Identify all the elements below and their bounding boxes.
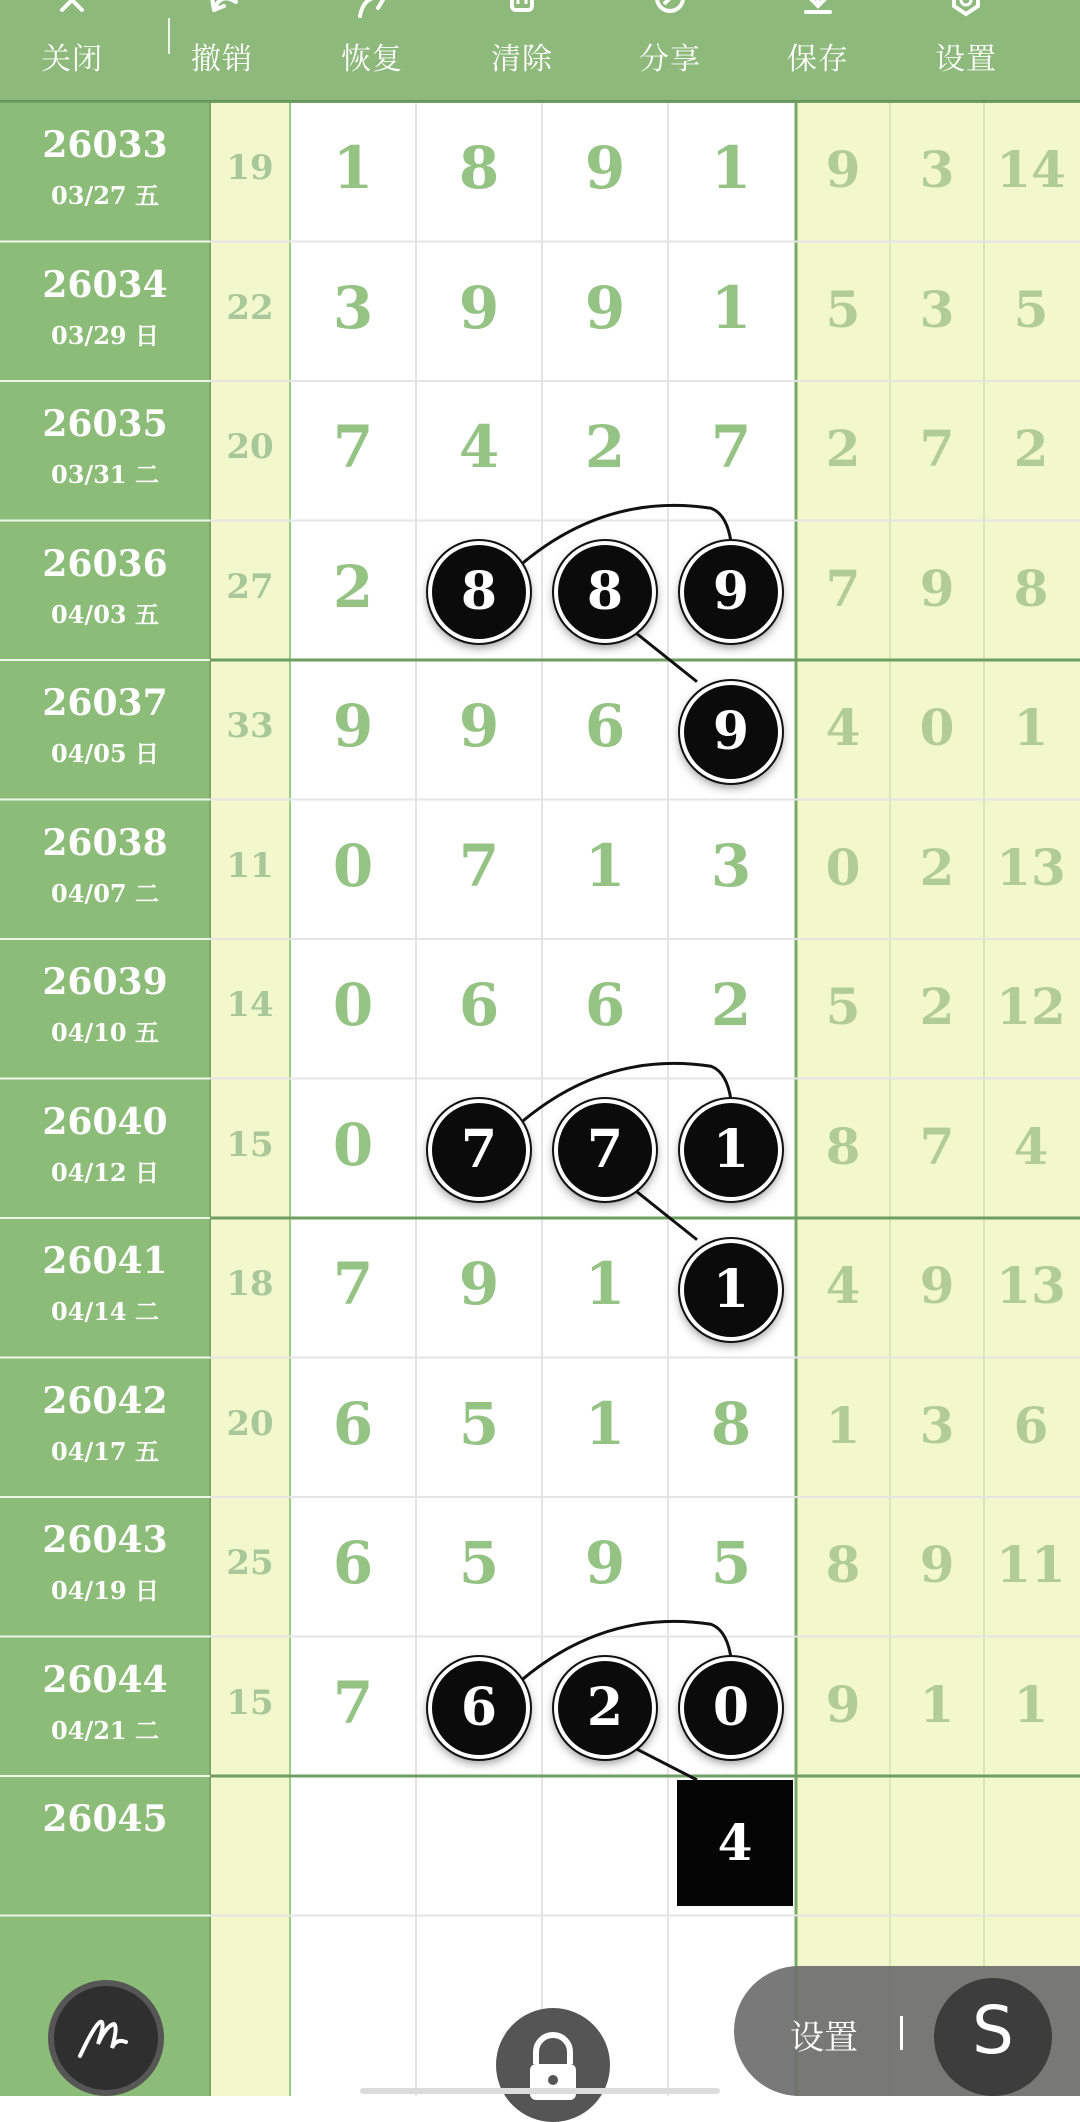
issue-date: 04/12 日	[51, 1157, 159, 1187]
issue-date: 04/17 五	[51, 1436, 159, 1466]
stat-cell: 2	[919, 977, 955, 1036]
issue-date: 04/19 日	[51, 1576, 159, 1605]
floating-separator	[900, 2016, 903, 2050]
digit-cell: 9	[332, 692, 374, 760]
highlight-ball[interactable]: 8	[428, 541, 530, 643]
settings-icon	[946, 0, 986, 26]
sum-value: 14	[226, 985, 274, 1025]
toolbar-button-label: 关闭	[41, 42, 103, 77]
stat-cell: 9	[919, 1256, 955, 1315]
highlight-ball[interactable]: 1	[680, 1239, 782, 1341]
stat-cell: 7	[919, 419, 955, 478]
digit-cell: 7	[710, 413, 752, 481]
stat-cell: 5	[825, 279, 861, 339]
close-icon	[52, 0, 92, 26]
issue-number: 26042	[42, 1379, 168, 1422]
digit-cell: 8	[458, 134, 500, 202]
digit-cell: 7	[332, 413, 374, 481]
digit-cell: 6	[332, 1529, 374, 1597]
sum-value: 15	[226, 1682, 274, 1723]
stat-cell: 5	[825, 977, 861, 1036]
pending-number-box[interactable]: 4	[677, 1780, 793, 1906]
digit-cell: 5	[710, 1529, 752, 1597]
stat-cell: 7	[825, 558, 861, 618]
digit-cell: 7	[332, 1250, 374, 1318]
digit-cell: 9	[584, 1529, 626, 1597]
stat-cell: 9	[825, 140, 861, 199]
issue-number: 26036	[42, 542, 168, 585]
share-icon	[650, 0, 690, 26]
toolbar-button-label: 撤销	[191, 42, 253, 77]
sum-value: 27	[226, 566, 274, 607]
shortcut-letter: S	[972, 1992, 1014, 2069]
issue-date: 04/03 五	[51, 599, 159, 629]
lock-button[interactable]	[496, 2008, 610, 2122]
digit-cell: 3	[332, 273, 374, 342]
stat-cell: 2	[919, 837, 955, 897]
sum-value: 15	[226, 1124, 274, 1165]
stat-cell: 11	[996, 1535, 1066, 1594]
toolbar-button-redo[interactable]	[302, 0, 442, 100]
digit-cell: 5	[458, 1529, 500, 1597]
issue-number: 26038	[42, 821, 168, 864]
stat-cell: 14	[996, 140, 1066, 199]
toolbar-button-share[interactable]	[600, 0, 740, 100]
highlight-ball[interactable]: 7	[428, 1099, 530, 1201]
issue-date: 03/29 日	[51, 320, 159, 350]
stat-cell: 4	[1013, 1116, 1049, 1176]
issue-date: 04/10 五	[51, 1018, 159, 1047]
issue-number: 26037	[42, 682, 168, 724]
digit-cell: 3	[710, 831, 752, 900]
stat-cell: 1	[1013, 698, 1049, 757]
stat-cell: 7	[919, 1116, 955, 1176]
home-indicator	[360, 2088, 720, 2094]
digit-cell: 8	[710, 1389, 752, 1458]
digit-cell: 6	[584, 692, 626, 760]
highlight-ball[interactable]: 7	[554, 1099, 656, 1201]
digit-cell: 0	[332, 971, 374, 1039]
stat-cell: 2	[825, 419, 861, 478]
issue-date: 04/21 二	[51, 1715, 159, 1745]
floating-settings-button[interactable]: 设置	[790, 2018, 858, 2058]
stat-cell: 13	[996, 837, 1066, 897]
trash-icon	[502, 0, 542, 26]
stat-cell: 9	[919, 558, 955, 618]
stat-cell: 3	[919, 279, 955, 339]
digit-cell: 9	[458, 692, 500, 760]
download-icon	[798, 0, 838, 26]
pen-icon	[54, 1986, 158, 2090]
digit-cell: 4	[458, 413, 500, 481]
stat-cell: 3	[919, 140, 955, 199]
digit-cell: 9	[584, 273, 626, 342]
toolbar-button-label: 恢复	[341, 42, 403, 77]
issue-number: 26044	[42, 1658, 168, 1701]
stat-cell: 1	[1013, 1674, 1049, 1734]
digit-cell: 6	[332, 1389, 374, 1458]
issue-number: 26043	[42, 1519, 168, 1561]
sum-value: 25	[226, 1543, 274, 1583]
digit-cell: 9	[458, 1250, 500, 1318]
issue-date: 03/31 二	[51, 460, 159, 489]
stat-cell: 4	[825, 698, 861, 757]
highlight-ball[interactable]: 1	[680, 1099, 782, 1201]
digit-cell: 2	[710, 971, 752, 1039]
toolbar-button-label: 分享	[639, 42, 701, 77]
highlight-ball[interactable]: 0	[680, 1657, 782, 1759]
stat-cell: 8	[1013, 558, 1049, 618]
toolbar-button-label: 清除	[491, 42, 553, 77]
issue-date: 04/14 二	[51, 1297, 159, 1326]
toolbar-button-label: 设置	[935, 42, 997, 77]
toolbar-button-download[interactable]	[748, 0, 888, 100]
digit-cell: 7	[332, 1668, 374, 1737]
digit-cell: 1	[710, 134, 752, 202]
issue-date: 03/27 五	[51, 181, 159, 210]
stat-cell: 12	[996, 977, 1066, 1036]
digit-cell: 1	[332, 134, 374, 202]
issue-number: 26033	[42, 124, 168, 166]
digit-cell: 0	[332, 1110, 374, 1179]
digit-cell: 1	[584, 831, 626, 900]
digit-cell: 1	[584, 1250, 626, 1318]
digit-cell: 1	[710, 273, 752, 342]
digit-cell: 2	[332, 552, 374, 621]
sum-value: 20	[226, 427, 274, 467]
stat-cell: 6	[1013, 1395, 1049, 1455]
toolbar-button-label: 保存	[787, 42, 849, 77]
digit-cell: 9	[458, 273, 500, 342]
stat-cell: 1	[825, 1395, 861, 1455]
stat-cell: 3	[919, 1395, 955, 1455]
toolbar-button-settings[interactable]	[896, 0, 1036, 100]
lock-icon	[496, 2008, 610, 2122]
digit-cell: 7	[458, 831, 500, 900]
highlight-ball[interactable]: 8	[554, 541, 656, 643]
highlight-ball[interactable]: 9	[680, 681, 782, 783]
toolbar-button-undo[interactable]	[152, 0, 292, 100]
highlight-ball[interactable]: 6	[428, 1657, 530, 1759]
sum-value: 20	[226, 1403, 274, 1444]
sum-value: 22	[226, 287, 274, 328]
stat-cell: 9	[825, 1674, 861, 1734]
digit-cell: 6	[458, 971, 500, 1039]
issue-date: 04/05 日	[51, 739, 159, 768]
digit-cell: 6	[584, 971, 626, 1039]
stat-cell: 4	[825, 1256, 861, 1315]
digit-cell: 5	[458, 1389, 500, 1458]
stat-cell: 2	[1013, 419, 1049, 478]
issue-number: 26034	[42, 263, 168, 306]
stat-cell: 9	[919, 1535, 955, 1594]
issue-number: 26041	[42, 1240, 168, 1282]
issue-date: 04/07 二	[51, 878, 159, 908]
issue-number: 26040	[42, 1100, 168, 1143]
sum-value: 11	[226, 845, 274, 886]
digit-cell: 9	[584, 134, 626, 202]
stat-cell: 0	[825, 837, 861, 897]
digit-cell: 1	[584, 1389, 626, 1458]
stat-cell: 5	[1013, 279, 1049, 339]
toolbar-button-trash[interactable]	[452, 0, 592, 100]
pen-tool-button[interactable]	[48, 1980, 164, 2096]
sum-value: 33	[226, 706, 274, 746]
stat-cell: 0	[919, 698, 955, 757]
digit-cell: 2	[584, 413, 626, 481]
undo-icon	[202, 0, 242, 26]
issue-number: 26045	[42, 1798, 168, 1840]
issue-number: 26039	[42, 961, 168, 1003]
stat-cell: 8	[825, 1116, 861, 1176]
redo-icon	[352, 0, 392, 26]
highlight-ball[interactable]: 2	[554, 1657, 656, 1759]
sum-value: 19	[226, 148, 274, 188]
stat-cell: 1	[919, 1674, 955, 1734]
stat-cell: 8	[825, 1535, 861, 1594]
issue-number: 26035	[42, 403, 168, 445]
digit-cell: 0	[332, 831, 374, 900]
toolbar-button-close[interactable]	[2, 0, 142, 100]
stat-cell: 13	[996, 1256, 1066, 1315]
highlight-ball[interactable]: 9	[680, 541, 782, 643]
sum-value: 18	[226, 1264, 274, 1304]
shortcut-button[interactable]	[934, 1978, 1052, 2096]
